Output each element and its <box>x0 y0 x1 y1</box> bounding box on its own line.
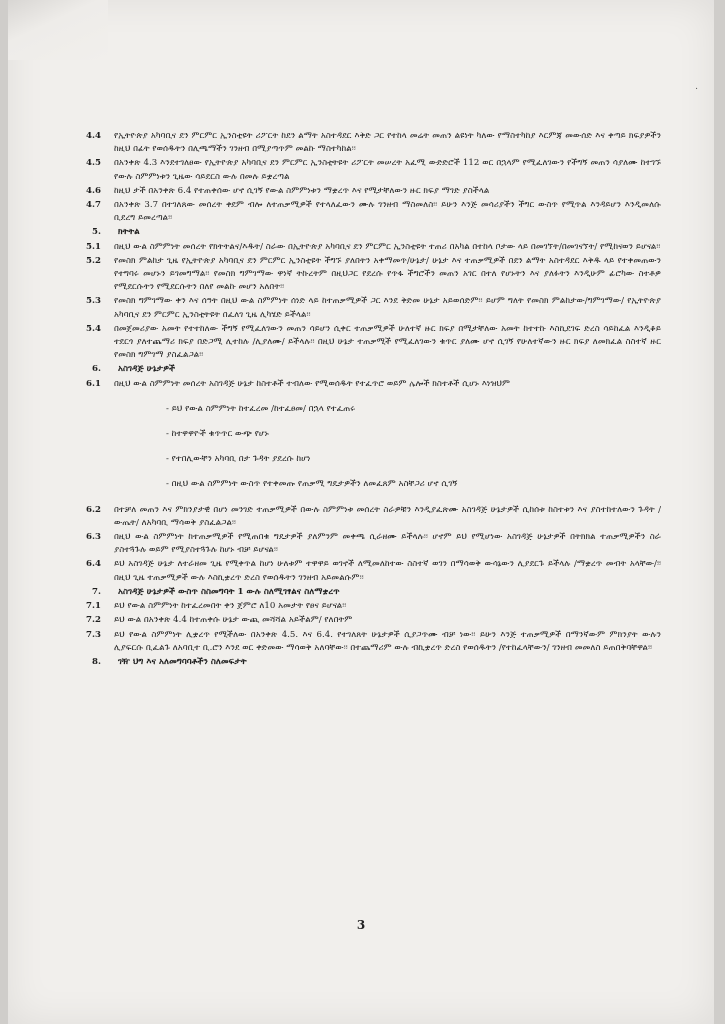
bullet-item: - ከተዋዋዮች ቁጥጥር ውጭ የሆኑ <box>166 429 269 440</box>
section-text: በአንቀጽ 3.7 በተገለጸው መሰረት ቀደም ብሎ ለተጠቃሚዎች የተላለፈውን ሙሉ ገንዘብ ማስመለስ፡፡ ይሁን እንጅ መሳሪያችን ችግር ውስጥ የሚጥል እንዳይሆን እንዲመለሱ ቢደረግ ይመረጣል፡፡ <box>114 200 661 224</box>
section-number: 6. <box>92 364 101 375</box>
section-row <box>86 586 661 599</box>
section-text: ይህ የውል ስምምነት ሊቋረጥ የሚችለው በአንቀጽ 4.5. እና 6.4. የተገለጸት ሁኔታዎች ሲያጋጥሙ ብቻ ነው፡፡ ይሁን እንጅ ተጠቃሚዎች በማንኛውም ምክንያት ውሉን ሊያፍርሱ ቢፈልጉ ለአባቢተ ቢ.ሮን እንደ ወር ቀድመው ማሳወቅ አለባቸው፡፡ በተጨማሪም ውሉ ብኪቋረጥ ድረስ የወሰዱትን /የተከፈላቸውን/ ገንዘብ መመለስ ይጠበቅባቸዋል፡፡ <box>114 629 661 653</box>
section-row <box>86 157 661 183</box>
section-number: 5.4 <box>86 323 101 334</box>
section-row <box>86 504 661 530</box>
section-row <box>86 199 661 225</box>
section-row <box>86 295 661 321</box>
page-number: 3 <box>356 918 366 932</box>
section-number: 6.2 <box>86 504 101 515</box>
section-number: 7.2 <box>86 615 101 626</box>
section-text: የመስክ ምልከታ ጊዜ የኢትዮጵያ አካባቢና ደን ምርምር ኢንስቲዩት ችግኙ ያለበትን አቀማመጥ/ሁኔታ/ ሁኔታ እና ተጠቃሚዎች በደን ልማት አስተዳደር እቅዱ ላይ የተቀመጠውን የተግባሩ መሆኑን ይገመግማል፡፡ የመስክ ግምገማው ዋነኛ ትኩረትም በዚህጋር የደረሱ የጥፋ ችግሮችን መጠን አገር በተለ የሆኑትን እና ያለፉትን እንዲሁም ፊሮካው ስተቶዎ የሚደርሱትን የሚደርሱትን በለየ መልኩ መሆን አለበት፡፡ <box>114 255 661 293</box>
section-text: በመጀመሪያው አመት የተተከለው ችግኝ የሚፈለገውን መጠን ሳይሆን ሲቀር ተጠቃሚዎች ሁለተኛ ዙር ክፍያ በሚታቸለው አመት ከተተኩ እስኪደገፍ ድረስ ሳይከፈል እንዲቆይ ተደርጎ ያለተጨማሪ ክፍያ በድጋሚ ሊተከሉ /ሊያለሙ/ ይችላሉ፡፡ በዚህ ሁኔታ ተጠቃሚች የሚፈለገውን ቁጥር ያለሙ ሆኖ ሲገኝ የሁለተኛውን ዙር ክፍያ ለመክፈል ስስተኛ ዙር የመስክ ግምገማ ያስፈልጋል፡፡ <box>114 323 661 361</box>
section-row <box>86 531 661 557</box>
section-number: 7.3 <box>86 629 101 640</box>
bullet-item: - የተበሊውቸን አካባቢ በታ ጉዳት ያደረሱ ከሆነ <box>166 454 311 465</box>
section-number: 8. <box>92 656 101 667</box>
section-number: 7. <box>92 586 101 597</box>
section-row <box>86 255 661 295</box>
folded-corner <box>8 0 108 60</box>
section-row <box>86 130 661 156</box>
section-row <box>86 363 661 376</box>
section-text: በዚህ ውል ስምምነት መሰረት አስገዳጅ ሁኔታ ከስተቶች ተብለው የሚወሰዱት የተፈጥሮ ወይም ሌሎች ክስተቶች ሲሆኑ እነዝህም <box>114 378 510 389</box>
section-number: 4.6 <box>86 185 101 196</box>
section-text: በዚህ ውል ስምምነት መሰረት የክትትልና/እዱት/ ስራው በኢትዮጵያ አካባቢና ደን ምርምር ኢንስቲዩት ተጠሪ በአካል በተከላ ቦታው ላይ በመገኘት/በመገናኘት/ የሚከናወን ይሆናል፡፡ <box>114 241 661 252</box>
section-heading: አስገዳጅ ሁኔታዎች ውስጥ ስስመግባት 1 ውሉ ስለሚገፃልና ስለማቋረጥ <box>118 586 340 597</box>
bullet-list <box>86 403 661 492</box>
section-text: ይህ የውል ስምምነት ከተፈረመበት ቀን ጀምሮ ለ10 አመታት የፀና ይሆናል፡፡ <box>114 601 347 612</box>
section-text: የመስክ ግምገማው ቀን እና ሰዓት በዚህ ውል ስምምነት ሰነድ ላይ ከተጠቃሚዎች ጋር እንደ ቅድመ ሁኔታ አይወሰድም፡፡ ይሆም ግለት የመስክ ምልከታው/ግምገማው/ የኢትዮጵያ አካባቢና ደን ምርምር ኢንስቲትዩት በፈለገ ጊዜ ሊካሄድ ይችላል፡፡ <box>114 296 661 320</box>
section-row <box>86 656 661 669</box>
section-number: 4.5 <box>86 158 101 169</box>
section-row <box>86 241 661 254</box>
section-row <box>86 629 661 655</box>
section-row <box>86 185 661 198</box>
sections-part-1 <box>86 130 661 391</box>
section-text: ይህ አስገዳጅ ሁኔታ ለተራዘመ ጊዜ የሚቀጥል ከሆነ ሁለቱም ተዋዋይ ወገኖች ለሚመለከተው ስስተኛ ወገን በማሳወቅ ውሳኔውን ሊያደርጉ ይችላሉ /ማቋረጥ መብት አላቸው/፡፡ በዚህ ጊዜ ተጠቃሚዎች ውሉ እስኪቋረጥ ድረስ የወሰዱትን ገንዘብ አይመልሱም፡፡ <box>114 559 661 583</box>
section-row <box>86 323 661 363</box>
section-number: 5. <box>92 227 101 238</box>
section-text: በተቻለ መጠን እና ምክንያታዊ በሆነ መንገድ ተጠቃሚዎች በውሉ ስምምነቱ መሰረት ስራዎቹን እንዲያፈጽሙ አስገዳጅ ሁኔታዎች ሲከሰቱ ከስተቱን እና ያስተከተለውን ጉዳት /ውጤት/ ለአካባቢ ማሳወቅ ያስፈልጋል፡፡ <box>114 504 661 528</box>
section-heading: ገዥ ህግ እና አለመግባባቶችን ስለመፍታት <box>118 656 247 667</box>
section-text: በዚህ ውል ስምምነት ከተጠቃሚዎች የሚጠበቁ ግዴታዎች ያለምንም መቀጫ ሲራዘሙ ይችላሉ፡፡ ሆኖም ይህ የሚሆነው አስገዳጅ ሁኔታዎች በትክክል ተጠቃሚዎችን ስራ ያስተጓጉሉ ወይም የሚያስተጓጉሉ ከሆኑ ብቻ ይሆናል፡፡ <box>114 532 661 556</box>
section-number: 5.3 <box>86 296 101 307</box>
bullet-item: - በዚህ ውል ስምምነት ውስጥ የተቀመጡ የጠቃሚ ግዴታዎችን ለመፈጸም አስቸጋሪ ሆኖ ሲገኝ <box>166 479 458 490</box>
section-row <box>86 226 661 239</box>
section-row <box>86 378 661 391</box>
section-row <box>86 558 661 584</box>
section-number: 7.1 <box>86 601 101 612</box>
corner-mark: . <box>695 82 698 92</box>
bullet-item: - ይህ የውል ስምምነት ከተፈረመ /ከተፈፀመ/ በኋላ የተፈጠሩ <box>166 403 356 414</box>
section-number: 6.3 <box>86 532 101 543</box>
document-page <box>8 0 714 1024</box>
section-number: 4.4 <box>86 131 101 141</box>
section-number: 6.1 <box>86 378 101 389</box>
section-number: 5.2 <box>86 255 101 266</box>
section-text: የኢትዮጵያ አካባቢና ደን ምርምር ኢንስቲዩት ሪፖርት ከደን ልማት አስተዳደር እቅድ ጋር የተከላ መሬት መጠን ልዩነት ካለው የማስተካከያ እርምጃ መውሰድ እና ቀጣይ ክፍያዎችን ከዚህ በፊት የወሰዱትን በሊጫማችን ገንዘብ በሚያጣጥም መልኩ ማስተካከል፡፡ <box>114 131 661 155</box>
section-number: 5.1 <box>86 241 101 252</box>
section-text: በአንቀጽ 4.3 እንደተገለፀው የኢትዮጵያ አካባቢና ደን ምርምር ኢንስቲትዩት ሪፖርት መሠረት አፈሚ ውድድሮች 112 ወር በኋላም የሚፈለገውን የችግኝ መጠን ሳያለሙ ከተገኙ የውሉ ስምምነቱን ጊዜው ሳይደርስ ውሉ በመሉ ይቋረጣል <box>114 158 661 182</box>
section-number: 4.7 <box>86 200 101 211</box>
section-heading: አስገዳጅ ሁኔታዎች <box>118 364 176 375</box>
sections-part-2 <box>86 504 661 669</box>
document-body <box>86 130 661 670</box>
section-row <box>86 600 661 613</box>
section-number: 6.4 <box>86 559 101 570</box>
section-row <box>86 614 661 627</box>
section-text: ይህ ውል በአንቀጽ 4.4 ከተጠቀሱ ሁኔታ ውጪ መሻሻል አይችልም/ የለበትም <box>114 615 353 626</box>
section-heading: ክትትል <box>118 227 140 238</box>
section-text: ከዚህ ታች በአንቀጽ 6.4 የተጠቀሰው ሆኖ ሲገኝ የውል ስምምነቱን ማቋረጥ እና የሚታቸለውን ዙር ክፍያ ማገድ ያስችላል <box>114 185 490 196</box>
